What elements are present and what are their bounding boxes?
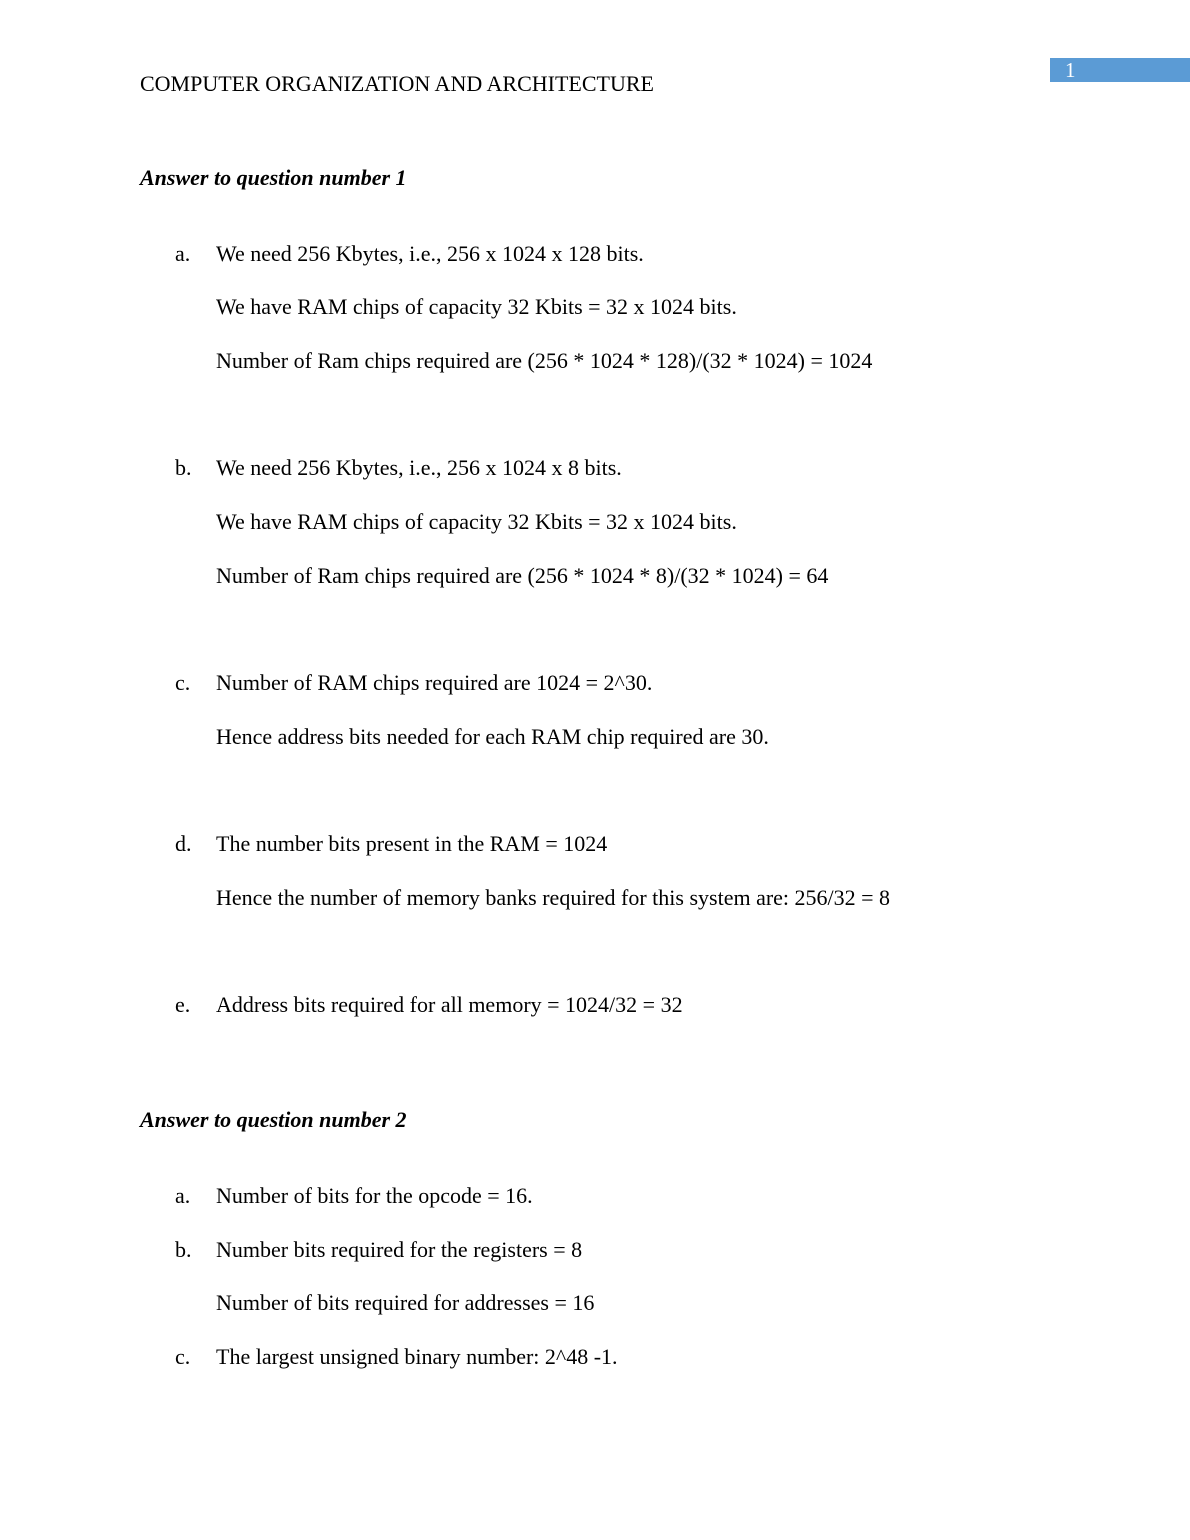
answer-line: The largest unsigned binary number: 2^48 -1. [216,1344,618,1369]
answer-line: Number of Ram chips required are (256 * 1024 * 128)/(32 * 1024) = 1024 [216,348,873,373]
answer-line: We have RAM chips of capacity 32 Kbits = 32 x 1024 bits. [216,509,737,534]
item-letter: c. [175,670,191,695]
item-letter: e. [175,992,191,1017]
answer-line: Hence address bits needed for each RAM chip required are 30. [216,724,769,749]
item-letter: b. [175,455,192,480]
item-letter: d. [175,831,192,856]
answer-line: We have RAM chips of capacity 32 Kbits = 32 x 1024 bits. [216,294,737,319]
answer-line: We need 256 Kbytes, i.e., 256 x 1024 x 8 bits. [216,455,622,480]
answer-line: Number of RAM chips required are 1024 = 2^30. [216,670,653,695]
item-letter: c. [175,1344,191,1369]
answer-line: The number bits present in the RAM = 1024 [216,831,608,856]
answer-line: Number of Ram chips required are (256 * 1024 * 8)/(32 * 1024) = 64 [216,563,829,588]
answer-line: Hence the number of memory banks required for this system are: 256/32 = 8 [216,885,891,910]
item-letter: b. [175,1237,192,1262]
header-title: COMPUTER ORGANIZATION AND ARCHITECTURE [140,71,654,96]
answer-line: Number of bits for the opcode = 16. [216,1183,533,1208]
page-number: 1 [1065,58,1076,82]
answer-line: Number of bits required for addresses = 16 [216,1290,595,1315]
answer-line: We need 256 Kbytes, i.e., 256 x 1024 x 128 bits. [216,241,644,266]
item-letter: a. [175,1183,191,1208]
item-letter: a. [175,241,191,266]
page-number-bar [1050,58,1190,82]
section-heading-2: Answer to question number 2 [140,1107,407,1132]
answer-line: Address bits required for all memory = 1024/32 = 32 [216,992,683,1017]
answer-line: Number bits required for the registers = 8 [216,1237,583,1262]
section-heading-1: Answer to question number 1 [140,165,407,190]
